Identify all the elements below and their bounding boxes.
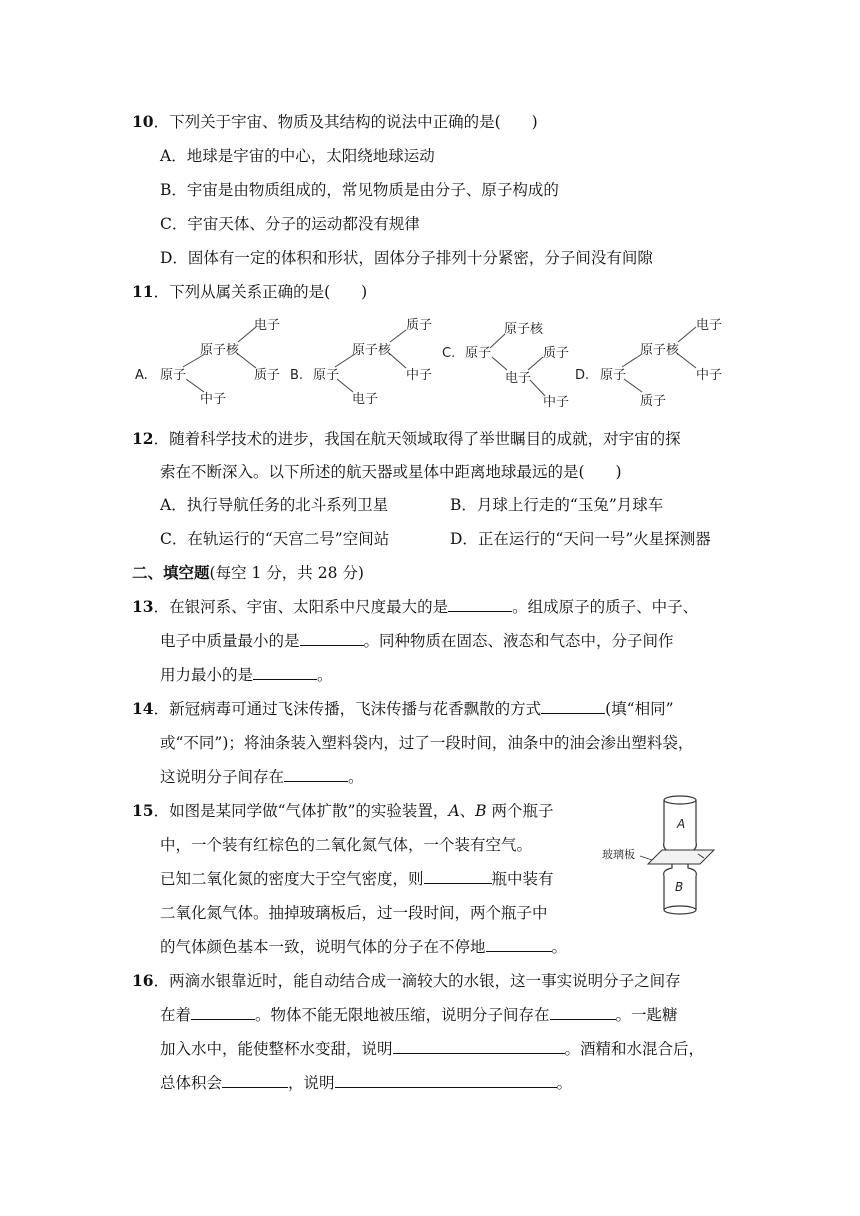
question-12-line2: 索在不断深入。以下所述的航天器或星体中距离地球最远的是( ): [160, 463, 622, 481]
diagram-b-letter: B.: [290, 368, 304, 383]
answer-blank[interactable]: [191, 1005, 255, 1020]
section-title: 二、填空题: [132, 563, 210, 582]
q11-diagrams: [0, 312, 860, 412]
section-heading: [132, 563, 364, 583]
diagram-a-right: 质子: [254, 368, 281, 383]
diagram-b-top: 质子: [406, 318, 433, 333]
answer-blank[interactable]: [486, 937, 552, 952]
question-16-line3: [160, 1039, 704, 1059]
diagram-d-mid: 原子核: [640, 343, 680, 358]
text: 加入水中，能使整杯水变甜，说明: [160, 1040, 393, 1058]
label-glass: 玻璃板: [602, 848, 635, 861]
answer-blank[interactable]: [253, 665, 317, 680]
text: 。同种物质在固态、液态和气态中，分子间作: [363, 632, 674, 650]
question-15: [132, 801, 553, 821]
diagram-a-top: 电子: [254, 318, 281, 333]
diagram-b-right: 中子: [406, 368, 433, 383]
question-number: 16: [132, 971, 154, 990]
answer-blank[interactable]: [335, 1073, 557, 1088]
text: 。: [317, 666, 333, 684]
diagram-d-root: 原子: [600, 368, 627, 383]
answer-blank[interactable]: [550, 1005, 616, 1020]
text: 。: [551, 938, 568, 956]
question-number: 15: [132, 801, 154, 820]
label-a: A: [677, 817, 686, 831]
question-number: 12: [132, 429, 154, 448]
text: 。物体不能无限地被压缩，说明分子间存在: [255, 1006, 550, 1024]
diagram-d: [575, 317, 722, 409]
diagram-d-letter: D.: [575, 368, 590, 383]
text: 电子中质量最小的是: [160, 632, 300, 650]
answer-blank[interactable]: [222, 1073, 288, 1088]
diagram-c-letter: C.: [442, 346, 456, 361]
diagram-a-root: 原子: [160, 368, 187, 383]
text: 、: [459, 802, 476, 820]
diagram-a-letter: A.: [135, 368, 148, 383]
diagram-c-right: 质子: [543, 346, 570, 361]
option-d: D．固体有一定的体积和形状，固体分子排列十分紧密，分子间没有间隙: [160, 249, 653, 267]
option-a: A．执行导航任务的北斗系列卫星: [160, 496, 389, 514]
diagram-a-bottom: 中子: [200, 392, 227, 407]
diagram-c-sub: 电子: [505, 371, 532, 386]
answer-blank[interactable]: [424, 869, 492, 884]
question-16: [132, 971, 681, 991]
diagram-b-root: 原子: [313, 368, 340, 383]
text: ．两滴水银靠近时，能自动结合成一滴较大的水银，这一事实说明分子之间存: [153, 972, 681, 990]
diagram-a: [135, 317, 280, 407]
option-b: B．宇宙是由物质组成的，常见物质是由分子、原子构成的: [160, 181, 559, 199]
text: 在着: [160, 1006, 192, 1024]
diffusion-apparatus-figure: [600, 790, 730, 920]
option-a: A．地球是宇宙的中心，太阳绕地球运动: [160, 147, 435, 165]
text: 用力最小的是: [160, 666, 254, 684]
text: 的气体颜色基本一致，说明气体的分子在不停地: [160, 938, 486, 956]
question-stem: ．随着科学技术的进步，我国在航天领域取得了举世瞩目的成就，对宇宙的探: [153, 430, 681, 448]
option-b: B．月球上行走的“玉兔”月球车: [450, 496, 664, 514]
label-b: B: [675, 880, 684, 894]
text: 。组成原子的质子、中子、: [512, 598, 699, 616]
question-14-line3: [160, 767, 364, 787]
question-15-line5: [160, 937, 567, 957]
option-c: C．在轨运行的“天宫二号”空间站: [160, 530, 390, 548]
question-number: 10: [132, 112, 154, 131]
text: 两个瓶子: [486, 802, 554, 820]
text: 。: [556, 1074, 573, 1092]
diagram-b-bottom: 电子: [352, 392, 379, 407]
diagram-c-bottom: 中子: [543, 395, 570, 410]
diagram-c-root: 原子: [465, 346, 492, 361]
question-12: [132, 429, 681, 449]
section-note: (每空 1 分，共 28 分): [209, 564, 364, 582]
text: ，说明: [288, 1074, 335, 1092]
diagram-c: [442, 321, 569, 410]
question-10: [132, 112, 538, 132]
question-15-line3: [160, 869, 554, 889]
answer-blank[interactable]: [448, 597, 512, 612]
question-13: [132, 597, 698, 617]
diagram-c-mid: 原子核: [504, 322, 544, 337]
option-c: C．宇宙天体、分子的运动都没有规律: [160, 215, 420, 233]
question-stem: ．下列关于宇宙、物质及其结构的说法中正确的是( ): [153, 113, 538, 131]
diagram-d-top: 电子: [696, 318, 723, 333]
glass-plate: [648, 850, 714, 864]
question-14: [132, 699, 674, 719]
question-16-line2: [160, 1005, 678, 1025]
question-15-line2: 中，一个装有红棕色的二氧化氮气体，一个装有空气。: [160, 836, 533, 854]
text: 瓶中装有: [491, 870, 554, 888]
text: ．在银河系、宇宙、太阳系中尺度最大的是: [153, 598, 449, 616]
text: ．如图是某同学做“气体扩散”的实验装置，: [153, 802, 449, 820]
text: ．新冠病毒可通过飞沫传播，飞沫传播与花香飘散的方式: [153, 700, 542, 718]
text: 。一匙糖: [615, 1006, 678, 1024]
question-15-line4: 二氧化氮气体。抽掉玻璃板后，过一段时间，两个瓶子中: [160, 904, 548, 922]
question-13-line2: [160, 631, 674, 651]
answer-blank[interactable]: [393, 1039, 565, 1054]
diagram-a-mid: 原子核: [200, 343, 240, 358]
answer-blank[interactable]: [541, 699, 605, 714]
answer-blank[interactable]: [284, 767, 348, 782]
diagram-b-mid: 原子核: [352, 343, 392, 358]
var-a: A: [448, 802, 460, 820]
diagram-d-right: 中子: [696, 368, 723, 383]
text: 总体积会: [160, 1074, 223, 1092]
question-13-line3: [160, 665, 333, 685]
text: 。酒精和水混合后，: [564, 1040, 705, 1058]
question-number: 14: [132, 699, 154, 718]
glass-pointer: [640, 856, 652, 860]
diagram-b: [290, 318, 432, 407]
option-d: D．正在运行的“天问一号”火星探测器: [450, 530, 711, 548]
text: 。: [348, 768, 364, 786]
question-number: 13: [132, 597, 154, 616]
question-14-line2: 或“不同”)；将油条装入塑料袋内，过了一段时间，油条中的油会渗出塑料袋，: [160, 734, 694, 752]
question-stem: ．下列从属关系正确的是( ): [153, 283, 368, 301]
text: 这说明分子间存在: [160, 768, 285, 786]
text: (填“相同”: [605, 700, 674, 718]
question-number: 11: [132, 282, 154, 301]
var-b: B: [475, 802, 487, 820]
diagram-d-bottom: 质子: [640, 394, 667, 409]
text: 已知二氧化氮的密度大于空气密度，则: [160, 870, 424, 888]
question-16-line4: [160, 1073, 572, 1093]
answer-blank[interactable]: [300, 631, 364, 646]
question-11: [132, 282, 367, 302]
